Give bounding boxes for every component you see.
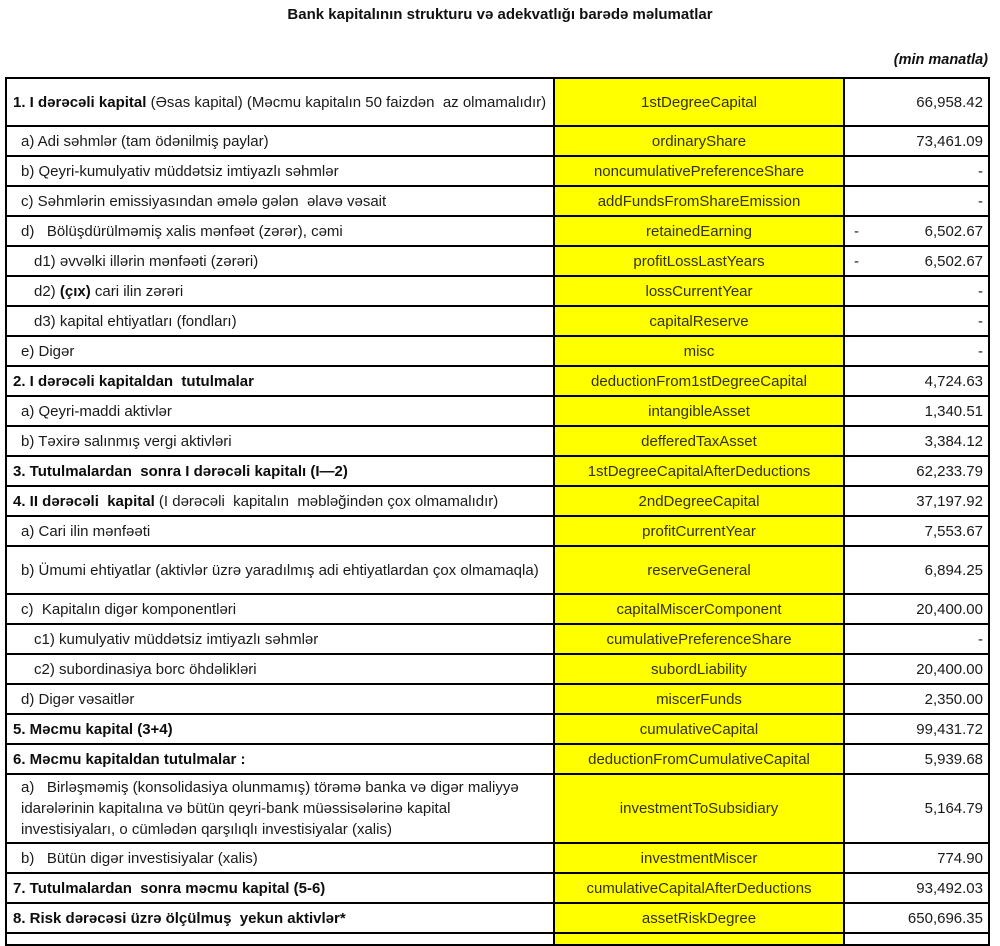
negative-sign: -	[854, 222, 859, 240]
row-label-bold-text: 4. II dərəcəli kapital	[13, 492, 155, 510]
row-value-number: 93,492.03	[916, 879, 983, 897]
row-label	[6, 456, 554, 486]
row-label-bold-text: 8. Risk dərəcəsi üzrə ölçülmuş yekun aktivlər*	[13, 909, 346, 927]
row-value	[844, 216, 989, 246]
row-code: cumulativeCapital	[554, 714, 844, 744]
row-value	[844, 276, 989, 306]
row-code: noncumulativePreferenceShare	[554, 156, 844, 186]
capital-table-body	[6, 78, 989, 945]
row-code: 1stDegreeCapitalAfterDeductions	[554, 456, 844, 486]
row-label-text: d3) kapital ehtiyatları (fondları)	[34, 312, 237, 330]
row-label-text: d1) əvvəlki illərin mənfəəti (zərəri)	[34, 252, 259, 270]
row-label-text: e) Digər	[21, 342, 75, 360]
row-code: profitLossLastYears	[554, 246, 844, 276]
table-row	[6, 186, 989, 216]
row-label	[6, 246, 554, 276]
row-label-text: b) Bütün digər investisiyalar (xalis)	[21, 849, 258, 867]
row-value-number: 5,939.68	[924, 750, 983, 768]
row-label-text: c) Səhmlərin emissiyasından əmələ gələn əlavə vəsait	[21, 192, 387, 210]
row-value-number: 7,553.67	[924, 522, 983, 540]
row-value-number: 62,233.79	[916, 462, 983, 480]
row-value-number: 2,350.00	[924, 690, 983, 708]
row-value	[844, 306, 989, 336]
table-row	[6, 744, 989, 774]
row-code: investmentToSubsidiary	[554, 774, 844, 843]
table-row	[6, 516, 989, 546]
row-label	[6, 216, 554, 246]
row-label	[6, 336, 554, 366]
row-label-bold-text: 7. Tutulmalardan sonra məcmu kapital (5-6)	[13, 879, 326, 897]
row-code: 2ndDegreeCapital	[554, 486, 844, 516]
row-value	[844, 684, 989, 714]
row-label	[6, 486, 554, 516]
row-code: addFundsFromShareEmission	[554, 186, 844, 216]
row-label-text: cari ilin zərəri	[90, 282, 184, 300]
row-value	[844, 624, 989, 654]
row-value	[844, 744, 989, 774]
row-code: cumulativeCapitalAfterDeductions	[554, 873, 844, 903]
row-label-text: (I dərəcəli kapitalın məbləğindən çox olmamalıdır)	[154, 492, 499, 510]
row-value	[844, 186, 989, 216]
table-row	[6, 843, 989, 873]
row-label	[6, 546, 554, 594]
row-value	[844, 246, 989, 276]
row-label-text: b) Təxirə salınmış vergi aktivləri	[21, 432, 232, 450]
negative-sign: -	[854, 252, 859, 270]
row-value-number: 73,461.09	[916, 132, 983, 150]
row-label	[6, 714, 554, 744]
row-value	[844, 516, 989, 546]
row-label-text: a) Birləşməmiş (konsolidasiya olunmamış) törəmə banka və digər maliyyə idarələrinin kapitalına və bütün qeyri-bank müəssisələrinə kapital investisiyaları, o cümlədən qarşılıqlı investisiyalar (xalis)	[21, 779, 523, 838]
row-label	[6, 306, 554, 336]
table-row	[6, 156, 989, 186]
table-row	[6, 426, 989, 456]
row-code: deductionFrom1stDegreeCapital	[554, 366, 844, 396]
row-label	[6, 186, 554, 216]
row-value-number: 650,696.35	[907, 909, 983, 927]
row-value	[844, 426, 989, 456]
row-value	[844, 126, 989, 156]
row-label-text: c1) kumulyativ müddətsiz imtiyazlı səhmlər	[34, 630, 319, 648]
table-row	[6, 714, 989, 744]
row-code: capitalReserve	[554, 306, 844, 336]
row-label	[6, 654, 554, 684]
row-label-text: a) Qeyri-maddi aktivlər	[21, 402, 172, 420]
row-value-number: 37,197.92	[916, 492, 983, 510]
row-value-number: 3,384.12	[924, 432, 983, 450]
row-label-text: a) Cari ilin mənfəəti	[21, 522, 151, 540]
table-row	[6, 246, 989, 276]
row-value	[844, 156, 989, 186]
row-label-text: d) Digər vəsaitlər	[21, 690, 135, 708]
row-label-bold-text: (çıx)	[59, 282, 91, 300]
row-label	[6, 744, 554, 774]
row-value	[844, 654, 989, 684]
row-value-number: 774.90	[937, 849, 983, 867]
row-label	[6, 624, 554, 654]
row-code: subordLiability	[554, 654, 844, 684]
row-value-number: -	[978, 162, 983, 180]
row-value	[844, 774, 989, 843]
table-row	[6, 903, 989, 933]
row-label-text: d) Bölüşdürülməmiş xalis mənfəət (zərər), cəmi	[21, 222, 343, 240]
row-label-text: (Əsas kapital) (Məcmu kapitalın 50 faizdən az olmamalıdır)	[146, 93, 547, 111]
row-code: misc	[554, 336, 844, 366]
row-label	[6, 396, 554, 426]
table-row	[6, 486, 989, 516]
row-value	[844, 546, 989, 594]
row-code: profitCurrentYear	[554, 516, 844, 546]
row-code: cumulativePreferenceShare	[554, 624, 844, 654]
table-row	[6, 396, 989, 426]
row-label	[6, 684, 554, 714]
row-value	[844, 843, 989, 873]
table-row	[6, 873, 989, 903]
row-value	[844, 903, 989, 933]
table-row	[6, 684, 989, 714]
row-value	[844, 456, 989, 486]
row-code: miscerFunds	[554, 684, 844, 714]
table-row	[6, 366, 989, 396]
row-label	[6, 774, 554, 843]
row-label	[6, 78, 554, 126]
row-value-number: 20,400.00	[916, 660, 983, 678]
row-value	[844, 873, 989, 903]
row-label-bold-text: 6. Məcmu kapitaldan tutulmalar :	[13, 750, 246, 768]
row-value	[844, 78, 989, 126]
row-code: defferedTaxAsset	[554, 426, 844, 456]
row-code: assetRiskDegree	[554, 903, 844, 933]
unit-note: (min manatla)	[893, 52, 988, 68]
row-label	[6, 594, 554, 624]
row-label	[6, 426, 554, 456]
row-label	[6, 843, 554, 873]
row-value	[844, 594, 989, 624]
table-row	[6, 126, 989, 156]
row-value-number: -	[978, 342, 983, 360]
row-value-number: 6,894.25	[924, 561, 983, 579]
table-row	[6, 774, 989, 843]
table-row	[6, 594, 989, 624]
table-row	[6, 276, 989, 306]
row-label-text: d2)	[34, 282, 60, 300]
row-code: retainedEarning	[554, 216, 844, 246]
row-value-number: 4,724.63	[924, 372, 983, 390]
row-label	[6, 276, 554, 306]
row-value-number: 20,400.00	[916, 600, 983, 618]
row-code: 1stDegreeCapital	[554, 78, 844, 126]
row-label-text: b) Qeyri-kumulyativ müddətsiz imtiyazlı səhmlər	[21, 162, 339, 180]
row-value	[844, 714, 989, 744]
table-row	[6, 546, 989, 594]
row-label-text: b) Ümumi ehtiyatlar (aktivlər üzrə yaradılmış adi ehtiyatlardan çox olmamaqla)	[21, 561, 539, 579]
page-title: Bank kapitalının strukturu və adekvatlığı barədə məlumatlar	[287, 6, 713, 23]
row-code: intangibleAsset	[554, 396, 844, 426]
row-label-bold-text: 5. Məcmu kapital (3+4)	[13, 720, 173, 738]
row-label	[6, 366, 554, 396]
row-value	[844, 396, 989, 426]
table-row	[6, 624, 989, 654]
row-value	[844, 336, 989, 366]
table-row	[6, 654, 989, 684]
row-label-text: a) Adi səhmlər (tam ödənilmiş paylar)	[21, 132, 269, 150]
row-value-number: 66,958.42	[916, 93, 983, 111]
row-label-text: c2) subordinasiya borc öhdəlikləri	[34, 660, 257, 678]
row-label-bold-text: 2. I dərəcəli kapitaldan tutulmalar	[13, 372, 254, 390]
row-value-number: -	[978, 312, 983, 330]
row-value-number: -	[978, 282, 983, 300]
row-label	[6, 516, 554, 546]
row-code: lossCurrentYear	[554, 276, 844, 306]
row-value	[844, 366, 989, 396]
table-row	[6, 216, 989, 246]
row-label-bold-text: 1. I dərəcəli kapital	[13, 93, 147, 111]
row-value-number: -	[978, 192, 983, 210]
row-code: reserveGeneral	[554, 546, 844, 594]
row-label	[6, 873, 554, 903]
row-value	[844, 486, 989, 516]
table-row	[6, 306, 989, 336]
row-value-number: 5,164.79	[924, 800, 983, 817]
row-value-number: 6,502.67	[924, 222, 983, 240]
table-row	[6, 456, 989, 486]
row-label	[6, 903, 554, 933]
row-value-number: 99,431.72	[916, 720, 983, 738]
row-label	[6, 156, 554, 186]
row-value-number: -	[978, 630, 983, 648]
table-row	[6, 78, 989, 126]
row-code: ordinaryShare	[554, 126, 844, 156]
row-code: investmentMiscer	[554, 843, 844, 873]
row-label-bold-text: 3. Tutulmalardan sonra I dərəcəli kapitalı (I—2)	[13, 462, 348, 480]
row-label	[6, 126, 554, 156]
row-value-number: 1,340.51	[924, 402, 983, 420]
capital-structure-table	[5, 77, 990, 946]
row-label-text: c) Kapitalın digər komponentləri	[21, 600, 237, 618]
table-row	[6, 336, 989, 366]
row-value-number: 6,502.67	[924, 252, 983, 270]
row-code: deductionFromCumulativeCapital	[554, 744, 844, 774]
row-code: capitalMiscerComponent	[554, 594, 844, 624]
